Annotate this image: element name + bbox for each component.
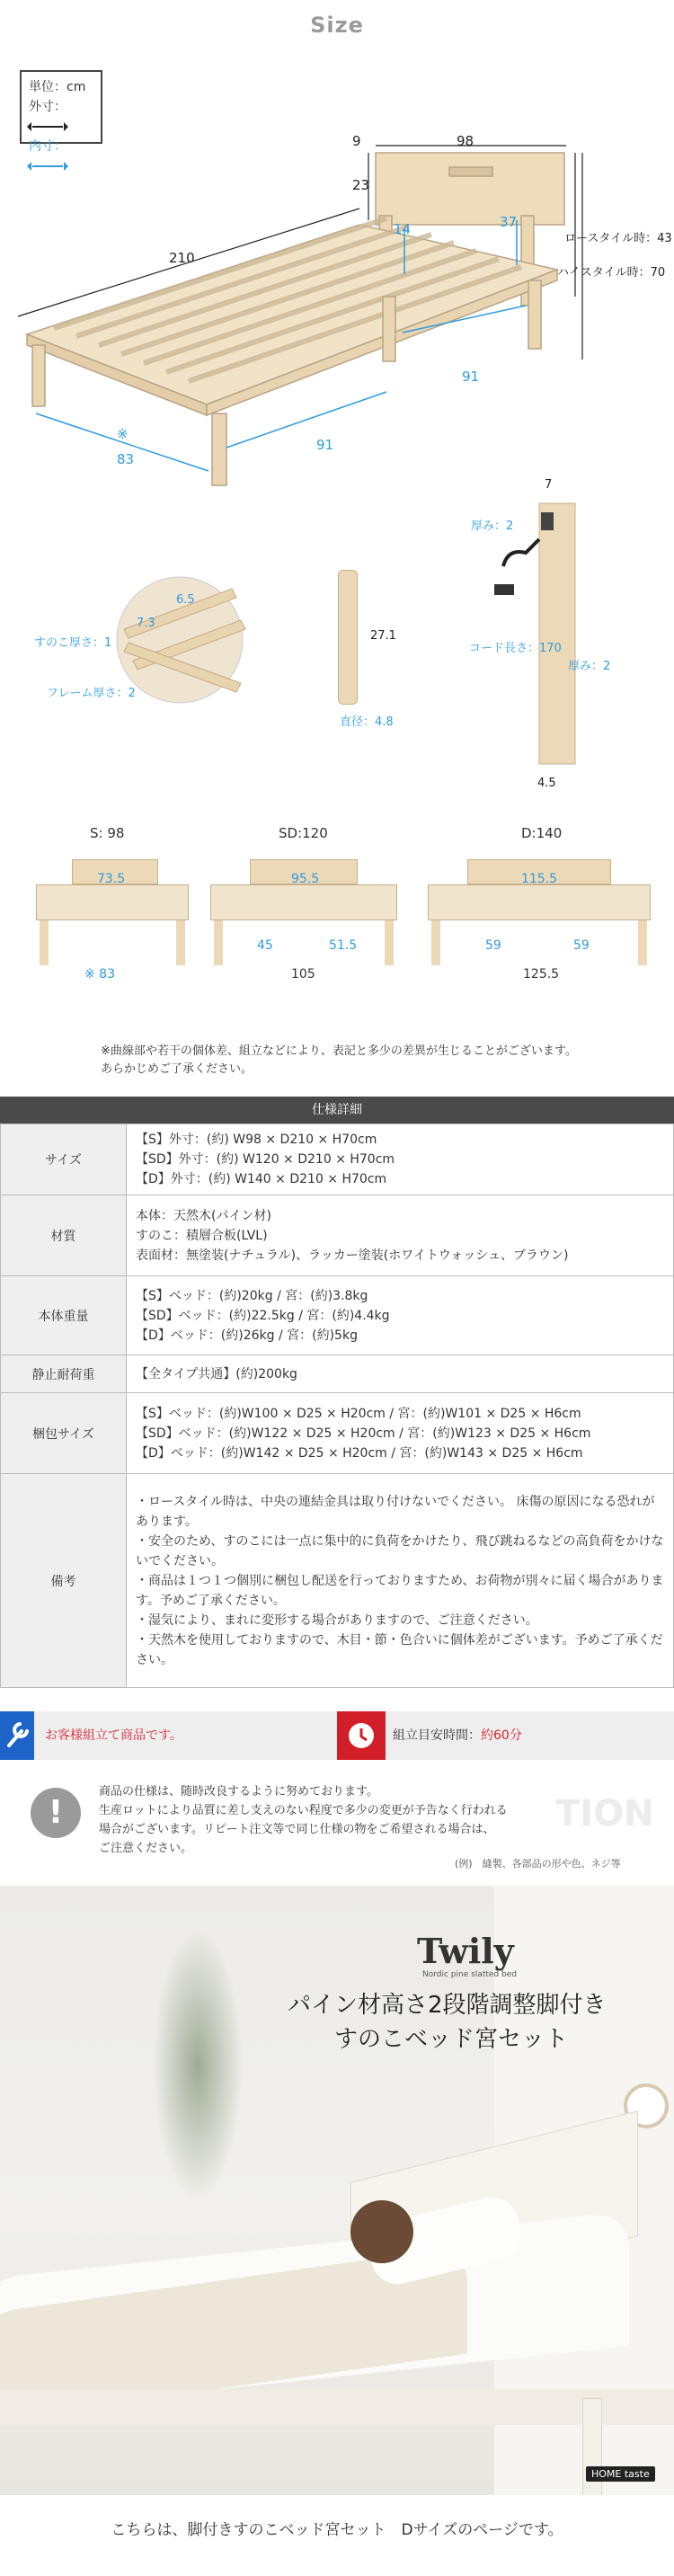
spec-row-package: 梱包サイズ 【S】ベッド：(約)W100 × D25 × H20cm / 宮：(約)W101 × D25 × H6cm 【SD】ベッド：(約)W122 × D25 × H20cm / 宮：(約)W123 × D25 × H6cm 【D】ベッド：(約)W142 × D25 × H20cm / 宮：(約)W143 × D25 × H6cm bbox=[1, 1393, 674, 1474]
legend-unit: 単位：cm bbox=[29, 80, 86, 94]
dimension-note: ※曲線部や若干の個体差、組立などにより、表記と多少の差異が生じることがございます。 あらかじめご了承ください。 bbox=[101, 1044, 577, 1076]
variant-d-name: D:140 bbox=[521, 825, 563, 841]
dim-inner-37: 37 bbox=[500, 214, 518, 230]
dim-shelf-thick-a: 厚み：2 bbox=[471, 520, 514, 533]
assembly-info bbox=[0, 1711, 337, 1760]
variant-s-inner: 73.5 bbox=[97, 872, 126, 886]
headline-1: パイン材高さ2段階調整脚付き bbox=[288, 1992, 607, 2019]
dim-front-83: 83 bbox=[117, 451, 135, 467]
page-footer: こちらは、脚付きすのこベッド宮セット Dサイズのページです。 bbox=[111, 2521, 563, 2539]
lifestyle-photo bbox=[0, 1886, 674, 2495]
dim-high-style: ハイスタイル時：70 bbox=[557, 266, 666, 280]
plant bbox=[153, 1931, 243, 2200]
assembly-bar bbox=[0, 1711, 674, 1760]
legend-inner: 内寸： bbox=[29, 137, 93, 176]
leg-drawing bbox=[338, 570, 358, 705]
exclamation-icon: ! bbox=[31, 1788, 81, 1838]
spec-row-material: 材質 本体：天然木(パイン材) すのこ：積層合板(LVL) 表面材：無塗装(ナチュラル)、ラッカー塗装(ホワイトウォッシュ、ブラウン) bbox=[1, 1195, 674, 1276]
spec-row-size: サイズ 【S】外寸：(約) W98 × D210 × H70cm 【SD】外寸：(約) W120 × D210 × H70cm 【D】外寸：(約) W140 × D210 × H70cm bbox=[1, 1124, 674, 1195]
dim-low-style: ロースタイル時：43 bbox=[564, 232, 672, 245]
dim-leg-length: 27.1 bbox=[370, 629, 396, 643]
dim-shelf-thick-b: 厚み：2 bbox=[568, 660, 611, 673]
wrench-icon bbox=[0, 1711, 34, 1760]
bed-side-frame bbox=[0, 2389, 674, 2425]
dim-slat-thickness: すのこ厚さ：1 bbox=[34, 636, 112, 650]
dim-head-height: 23 bbox=[352, 177, 370, 193]
variant-sd-name: SD:120 bbox=[279, 825, 328, 841]
sleeper bbox=[350, 2200, 413, 2263]
dim-cord-length: コード長さ：170 bbox=[469, 642, 562, 655]
assembly-time bbox=[337, 1711, 674, 1760]
legend-outer: 外寸： bbox=[29, 97, 93, 137]
variant-s-name: S: 98 bbox=[90, 825, 125, 841]
spec-row-weight: 本体重量 【S】ベッド：(約)20kg / 宮：(約)3.8kg 【SD】ベッド：(約)22.5kg / 宮：(約)4.4kg 【D】ベッド：(約)26kg / 宮：(約)5kg bbox=[1, 1276, 674, 1355]
variant-s-bottom: ※ 83 bbox=[84, 967, 115, 982]
dim-shelf-45: 4.5 bbox=[537, 777, 556, 790]
dim-side-91a: 91 bbox=[462, 369, 480, 385]
dim-length: 210 bbox=[169, 250, 195, 266]
notice-watermark: TION bbox=[555, 1793, 654, 1834]
dim-head-depth: 9 bbox=[352, 133, 361, 149]
spec-change-notice: ! 商品の仕様は、随時改良するように努めております。 生産ロットにより品質に差し支えのない程度で多少の変更が予告なく行われる 場合がございます。リピート注文等で同じ仕様の物をご希望される場合は、 ご注意ください。 TION (例) 縫製、各部品の形や色、ネジ等 bbox=[0, 1775, 674, 1874]
variant-sd-bottom: 105 bbox=[291, 967, 315, 982]
brand-name: Twily bbox=[417, 1931, 514, 1971]
variant-d-inner: 115.5 bbox=[521, 872, 558, 886]
dim-width: 98 bbox=[457, 133, 474, 149]
time-label: 組立目安時間：約60分 bbox=[393, 1728, 522, 1743]
dim-slat-gap: 7.3 bbox=[137, 617, 155, 630]
dim-shelf-7: 7 bbox=[545, 478, 553, 492]
dim-slat-width: 6.5 bbox=[176, 593, 195, 607]
page-title: Size bbox=[310, 13, 364, 38]
assembly-text: お客様組立て商品です。 bbox=[45, 1728, 182, 1743]
variant-s bbox=[27, 825, 198, 1014]
variant-sd bbox=[205, 825, 403, 1014]
brand-sub: Nordic pine slatted bed bbox=[422, 1970, 517, 1979]
variant-sd-split-a: 45 bbox=[257, 938, 273, 953]
variant-sd-inner: 95.5 bbox=[291, 872, 320, 886]
dim-frame-thickness: フレーム厚さ：2 bbox=[47, 687, 136, 700]
dim-mark: ※ bbox=[117, 426, 129, 442]
spec-table bbox=[0, 1124, 674, 1688]
variant-d-bottom: 125.5 bbox=[523, 967, 560, 982]
variant-d-split-b: 59 bbox=[573, 938, 590, 953]
variant-sd-split-b: 51.5 bbox=[329, 938, 358, 953]
dim-side-91b: 91 bbox=[316, 437, 334, 453]
spec-title: 仕様詳細 bbox=[0, 1097, 674, 1124]
spec-row-remarks: 備考 ・ロースタイル時は、中央の連結金具は取り付けないでください。 床傷の原因になる恐れがあります。 ・安全のため、すのこには一点に集中的に負荷をかけたり、飛び跳ねるなどの高負荷をかけないでください。 ・商品は１つ１つ個別に梱包し配送を行っておりますため、お荷物が別々に届く場合があります。予めご了承ください。 ・湿気により、まれに変形する場合がありますので、ご注意ください。 ・天然木を使用しておりますので、木目・節・色合いに個体差がございます。予めご了承ください。 bbox=[1, 1474, 674, 1688]
bed-isometric-diagram bbox=[0, 126, 674, 503]
headline-2: すのこベッド宮セット bbox=[334, 2026, 569, 2053]
notice-example: (例) 縫製、各部品の形や色、ネジ等 bbox=[455, 1858, 621, 1870]
clock-icon bbox=[337, 1711, 386, 1760]
variant-d bbox=[422, 825, 656, 1014]
brand-logo: HOME taste bbox=[586, 2466, 655, 2482]
spec-row-load: 静止耐荷重 【全タイプ共通】(約)200kg bbox=[1, 1355, 674, 1393]
dim-leg-diameter: 直径：4.8 bbox=[340, 715, 394, 729]
dim-inner-14: 14 bbox=[394, 221, 412, 237]
variant-d-split-a: 59 bbox=[485, 938, 501, 953]
